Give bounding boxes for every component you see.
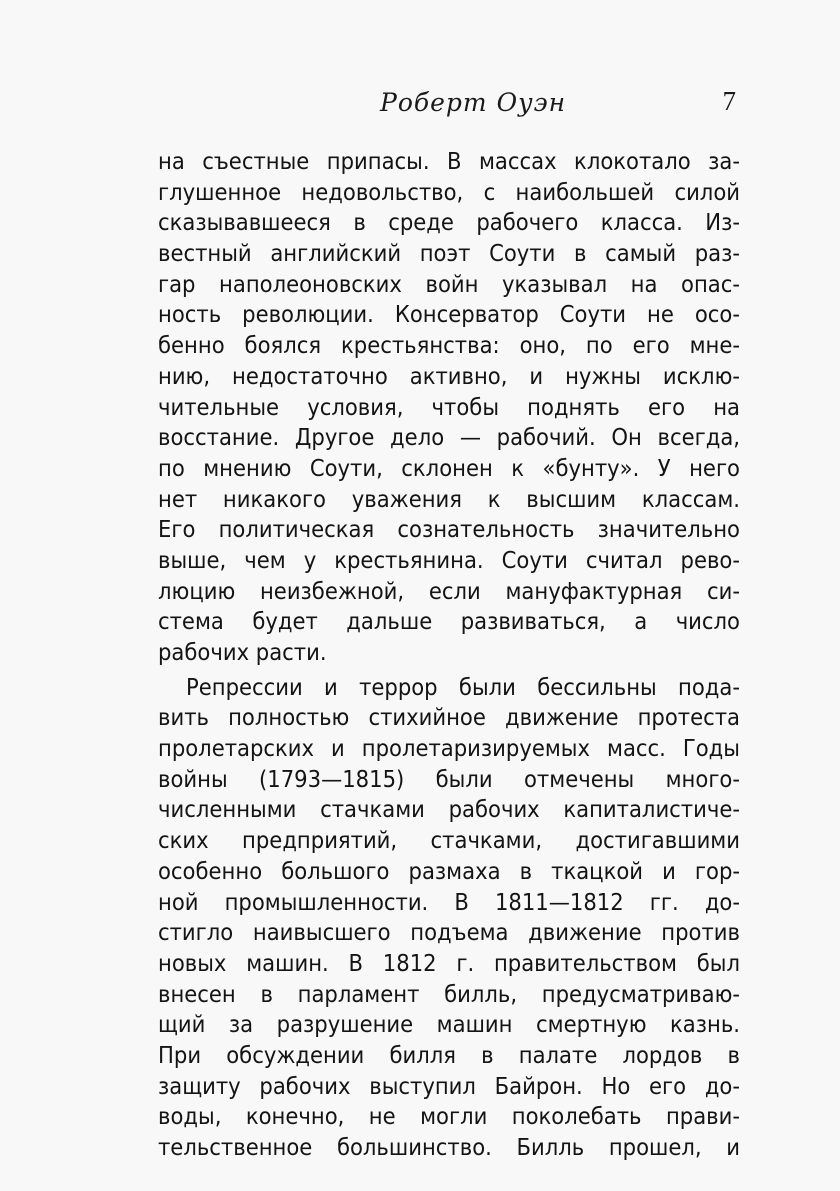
text-line: вестный английский поэт Соути в самый раз- xyxy=(158,239,740,268)
body-text xyxy=(158,146,740,1163)
text-line: рабочих расти. xyxy=(158,638,327,666)
text-line: Его политическая сознательность значительно xyxy=(158,515,740,544)
text-line: восстание. Другое дело — рабочий. Он всегда, xyxy=(158,423,740,452)
text-line: сказывавшееся в среде рабочего класса. Из- xyxy=(158,208,740,237)
page-number: 7 xyxy=(722,86,736,116)
text-line: защиту рабочих выступил Байрон. Но его до- xyxy=(158,1071,740,1100)
text-line: ность революции. Консерватор Соути не осо- xyxy=(158,300,740,329)
text-line: Репрессии и террор были бессильны подa- xyxy=(186,672,740,701)
text-line: по мнению Соути, склонен к «бунту». У него xyxy=(158,453,740,482)
text-line: на съестные припасы. В массах клокотало за- xyxy=(158,147,740,175)
text-line: новых машин. В 1812 г. правительством был xyxy=(158,948,740,977)
text-line: глушенное недовольство, с наибольшей силой xyxy=(158,177,740,206)
text-line: численными стачками рабочих капиталистиче- xyxy=(158,795,740,824)
running-title: Роберт Оуэн xyxy=(380,88,567,117)
text-line: бенно боялся крестьянства: оно, по его мне- xyxy=(158,331,740,360)
text-line: тельственное большинство. Билль прошел, и xyxy=(158,1133,740,1161)
text-line: ских предприятий, стачками, достигавшими xyxy=(158,826,740,855)
text-line: гар наполеоновских войн указывал на опас- xyxy=(158,269,740,298)
text-line: чительные условия, чтобы поднять его на xyxy=(158,392,740,421)
page-header xyxy=(158,84,740,124)
text-line: внесен в парламент билль, предусматриваю- xyxy=(158,979,740,1008)
text-line: нет никакого уважения к высшим классам. xyxy=(158,484,740,513)
text-line: стигло наивысшего подъема движение против xyxy=(158,918,740,947)
text-line: выше, чем у крестьянина. Соути считал рево- xyxy=(158,545,740,574)
text-line: особенно большого размаха в ткацкой и гор- xyxy=(158,856,740,885)
text-line: щий за разрушение машин смертную казнь. xyxy=(158,1010,740,1039)
text-line: пролетарских и пролетаризируемых масс. Годы xyxy=(158,734,740,763)
text-line: люцию неизбежной, если мануфактурная си- xyxy=(158,576,740,605)
paragraph xyxy=(158,672,740,1163)
text-line: воды, конечно, не могли поколебать прави- xyxy=(158,1102,740,1131)
text-line: войны (1793—1815) были отмечены много- xyxy=(158,764,740,793)
text-line: При обсуждении билля в палате лордов в xyxy=(158,1040,740,1069)
text-line: ной промышленности. В 1811—1812 гг. до- xyxy=(158,887,740,916)
text-line: вить полностью стихийное движение протеста xyxy=(158,703,740,732)
paragraph xyxy=(158,146,740,668)
text-line: нию, недостаточно активно, и нужны исклю- xyxy=(158,361,740,390)
text-line: стема будет дальше развиваться, а число xyxy=(158,607,740,636)
